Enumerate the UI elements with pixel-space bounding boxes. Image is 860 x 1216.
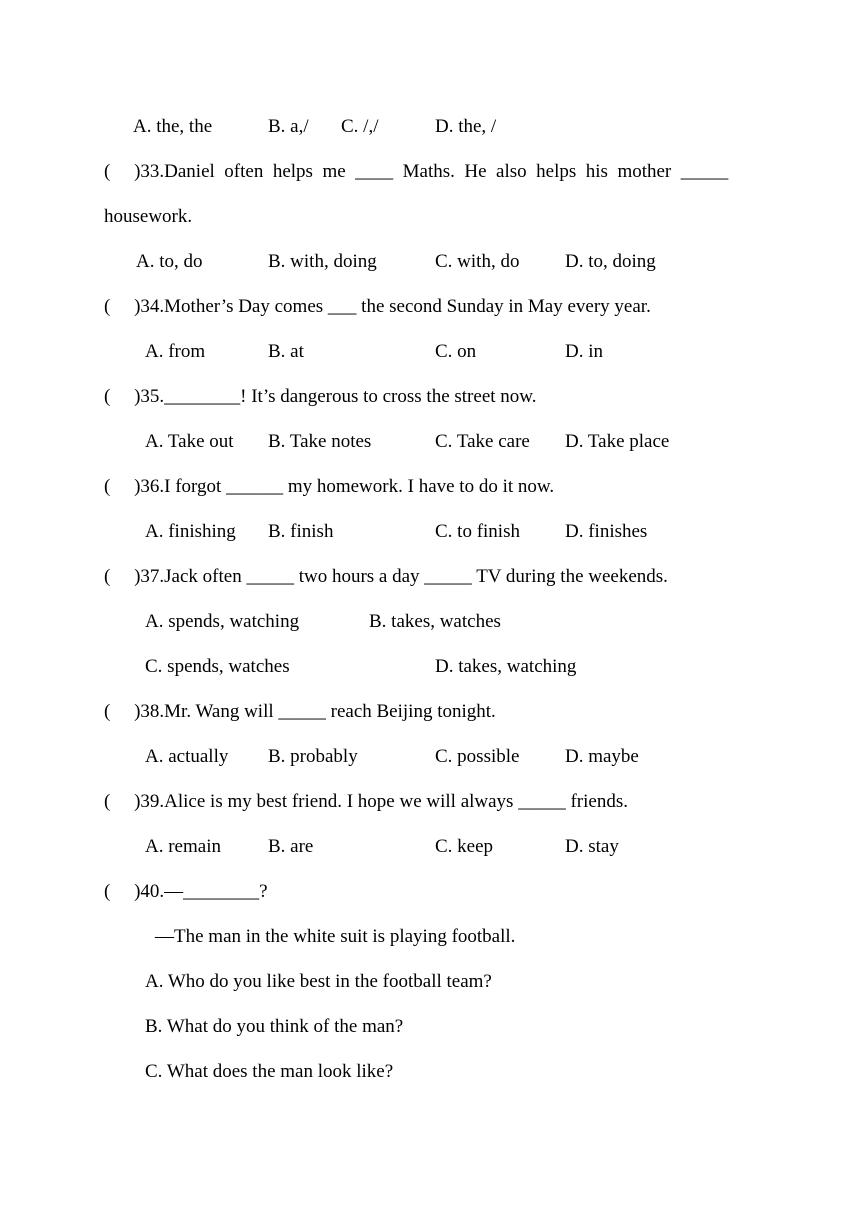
q33-stem-continued: housework. bbox=[104, 206, 193, 227]
q38-stem: ( )38.Mr. Wang will _____ reach Beijing tonight. bbox=[104, 701, 496, 722]
q34-stem: ( )34.Mother’s Day comes ___ the second Sunday in May every year. bbox=[104, 296, 651, 317]
q34-option-b: B. at bbox=[268, 341, 304, 362]
q36-option-c: C. to finish bbox=[435, 521, 520, 542]
q33-stem: ( )33.Daniel often helps me ____ Maths. He also helps his mother _____ bbox=[104, 161, 729, 182]
q39-option-b: B. are bbox=[268, 836, 314, 857]
q32-option-d: D. the, / bbox=[435, 116, 497, 137]
q39-stem: ( )39.Alice is my best friend. I hope we will always _____ friends. bbox=[104, 791, 628, 812]
q38-option-d: D. maybe bbox=[565, 746, 639, 767]
q36-option-d: D. finishes bbox=[565, 521, 648, 542]
q38-option-b: B. probably bbox=[268, 746, 358, 767]
q33-option-d: D. to, doing bbox=[565, 251, 656, 272]
q40-option-b: B. What do you think of the man? bbox=[145, 1016, 404, 1037]
q40-option-a: A. Who do you like best in the football team? bbox=[145, 971, 492, 992]
q40-stem: ( )40.—________? bbox=[104, 881, 268, 902]
q37-option-c: C. spends, watches bbox=[145, 656, 290, 677]
q36-option-a: A. finishing bbox=[145, 521, 236, 542]
q35-stem: ( )35.________! It’s dangerous to cross the street now. bbox=[104, 386, 537, 407]
q39-option-c: C. keep bbox=[435, 836, 494, 857]
q37-stem: ( )37.Jack often _____ two hours a day _____ TV during the weekends. bbox=[104, 566, 668, 587]
q33-option-b: B. with, doing bbox=[268, 251, 377, 272]
q36-stem: ( )36.I forgot ______ my homework. I have to do it now. bbox=[104, 476, 555, 497]
q34-option-a: A. from bbox=[145, 341, 206, 362]
q37-option-b: B. takes, watches bbox=[369, 611, 501, 632]
q37-option-a: A. spends, watching bbox=[145, 611, 300, 632]
q37-option-d: D. takes, watching bbox=[435, 656, 577, 677]
q32-option-a: A. the, the bbox=[133, 116, 213, 137]
q35-option-b: B. Take notes bbox=[268, 431, 372, 452]
q32-option-b: B. a,/ bbox=[268, 116, 309, 137]
q36-option-b: B. finish bbox=[268, 521, 334, 542]
q32-option-c: C. /,/ bbox=[341, 116, 379, 137]
q33-option-a: A. to, do bbox=[136, 251, 203, 272]
q35-option-d: D. Take place bbox=[565, 431, 670, 452]
q34-option-c: C. on bbox=[435, 341, 477, 362]
q38-option-c: C. possible bbox=[435, 746, 520, 767]
q39-option-d: D. stay bbox=[565, 836, 619, 857]
q38-option-a: A. actually bbox=[145, 746, 229, 767]
q39-option-a: A. remain bbox=[145, 836, 221, 857]
q40-answer-line: —The man in the white suit is playing football. bbox=[155, 926, 516, 947]
q35-option-a: A. Take out bbox=[145, 431, 234, 452]
q35-option-c: C. Take care bbox=[435, 431, 530, 452]
q34-option-d: D. in bbox=[565, 341, 603, 362]
q33-option-c: C. with, do bbox=[435, 251, 520, 272]
q40-option-c: C. What does the man look like? bbox=[145, 1061, 394, 1082]
